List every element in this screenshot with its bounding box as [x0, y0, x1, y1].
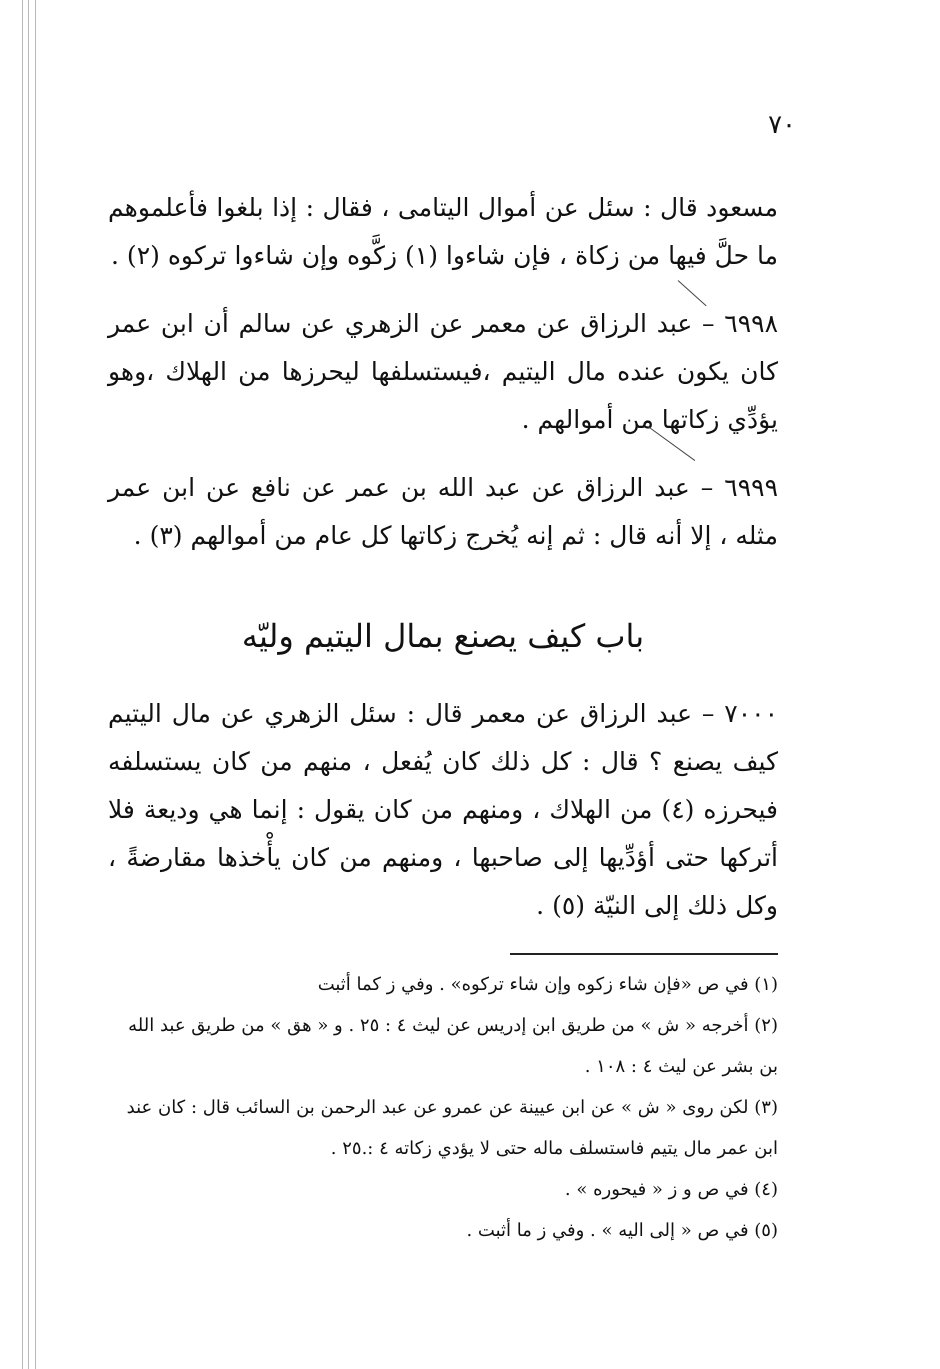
paragraph-text: ٦٩٩٩ – عبد الرزاق عن عبد الله بن عمر عن نافع عن ابن عمر مثله ، إلا أنه قال : ثم إنه يُخرج زكاتها كل عام من أموالهم (٣) .: [108, 473, 778, 550]
margin-rule: [22, 0, 23, 1369]
footnote-4: (٤) في ص و ز « فيحوره » .: [564, 1179, 778, 1200]
hadith-6999: [108, 464, 778, 560]
footnotes: [108, 964, 778, 1251]
paragraph-continuation: [108, 184, 778, 280]
footnote-5: (٥) في ص « إلى اليه » . وفي ز ما أثبت .: [466, 1220, 778, 1241]
paragraph-text: ٦٩٩٨ – عبد الرزاق عن معمر عن الزهري عن سالم أن ابن عمر كان يكون عنده مال اليتيم ،فيستسلفها ليحرزها من الهلاك ،وهو يؤدِّي زكاتها من أموالهم .: [108, 309, 778, 434]
margin-rule: [35, 0, 36, 1369]
paragraph-text: مسعود قال : سئل عن أموال اليتامى ، فقال : إذا بلغوا فأعلموهم ما حلَّ فيها من زكاة ، فإن شاءوا (١) زكَّوه وإن شاءوا تركوه (٢) .: [108, 193, 778, 270]
footnote-1: (١) في ص «فإن شاء زكوه وإن شاء تركوه» . وفي ز كما أثبت: [317, 974, 778, 995]
chapter-heading: باب كيف يصنع بمال اليتيم وليّه: [241, 617, 645, 655]
margin-rule: [28, 0, 29, 1369]
footnote-separator: [510, 953, 778, 955]
hadith-6998: [108, 300, 778, 444]
hadith-7000: [108, 690, 778, 930]
footnote-3: (٣) لكن روى « ش » عن ابن عيينة عن عمرو عن عبد الرحمن بن السائب قال : كان عند ابن عمر مال يتيم فاستسلف ماله حتى لا يؤدي زكاته ٤ :.٢٥ .: [126, 1097, 778, 1159]
page-number: ٧٠: [768, 110, 796, 140]
footnote-2: (٢) أخرجه « ش » من طريق ابن إدريس عن ليث ٤ : ٢٥ . و « هق » من طريق عبد الله بن بشر عن ليث ٤ : ١٠٨ .: [128, 1015, 778, 1077]
paragraph-text: ٧٠٠٠ – عبد الرزاق عن معمر قال : سئل الزهري عن مال اليتيم كيف يصنع ؟ قال : كل ذلك كان يُفعل ، منهم من كان يستسلفه فيحرزه (٤) من الهلاك ، ومنهم من كان يقول : إنما هي وديعة فلا أتركها حتى أؤدِّيها إلى صاحبها ، ومنهم من كان يأْخذها مقارضةً ، وكل ذلك إلى النيّة (٥) .: [108, 699, 778, 920]
